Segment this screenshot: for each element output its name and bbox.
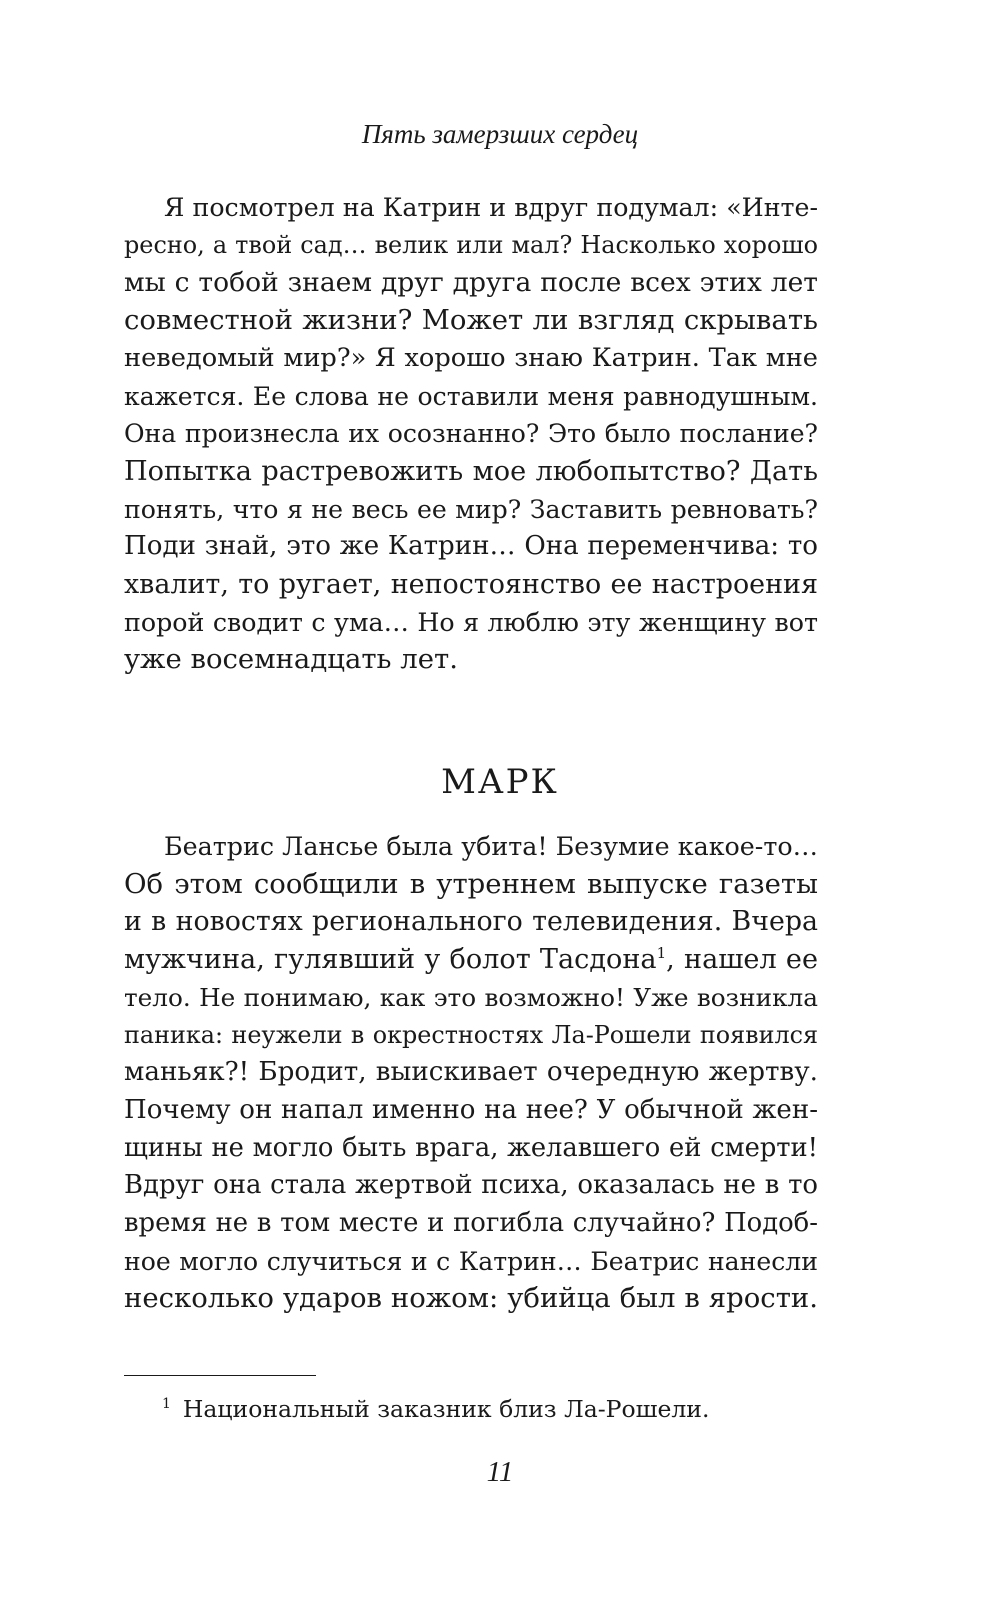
page-number: 11 (486, 1456, 514, 1488)
text-segment: мужчина, гулявший у болот Тасдона (124, 944, 657, 976)
text-line: тело. Не понимаю, как это возможно! Уже возникла (124, 982, 818, 1012)
text-line: паника: неужели в окрестностях Ла-Рошели появился (124, 1020, 818, 1049)
text-segment: , нашел ее (666, 944, 819, 976)
text-line: Она произнесла их осознанно? Это было послание? (124, 419, 818, 449)
text-line: Вдруг она стала жертвой психа, оказалась не в то (124, 1170, 818, 1201)
text-line: щины не могло быть врага, желавшего ей смерти! (124, 1132, 818, 1163)
text-line: понять, что я не весь ее мир? Заставить ревновать? (124, 494, 818, 524)
text-line: кажется. Ее слова не оставили меня равнодушным. (124, 381, 818, 411)
text-line: Поди знай, это же Катрин… Она переменчива: то (124, 531, 818, 562)
footnote (162, 1394, 709, 1424)
text-line: Беатрис Лансье была убита! Безумие какое-то… (164, 831, 818, 861)
footnote-divider (124, 1375, 316, 1376)
footnote-number: 1 (162, 1396, 171, 1413)
text-line: неведомый мир?» Я хорошо знаю Катрин. Так мне (124, 342, 818, 373)
text-line: хвалит, то ругает, непостоянство ее настроения (124, 569, 818, 601)
text-line: Об этом сообщили в утреннем выпуске газеты (124, 867, 818, 900)
chapter-title: МАРК (441, 762, 559, 802)
text-line: порой сводит с ума… Но я люблю эту женщину вот (124, 607, 818, 637)
text-line-with-footnote (124, 941, 818, 979)
text-line: время не в том месте и погибла случайно? Подоб- (124, 1208, 818, 1239)
text-line: мы с тобой знаем друг друга после всех этих лет (124, 267, 818, 299)
text-line: Попытка растревожить мое любопытство? Дать (124, 455, 818, 487)
text-line: Я посмотрел на Катрин и вдруг подумал: «Инте- (164, 193, 818, 222)
text-line: уже восемнадцать лет. (124, 643, 458, 676)
paragraph-2 (124, 828, 818, 1318)
footnote-text: Национальный заказник близ Ла-Рошели. (182, 1395, 710, 1423)
text-line: и в новостях регионального телевидения. Вчера (124, 906, 818, 938)
footnote-reference: 1 (656, 944, 667, 963)
paragraph-1 (124, 189, 818, 679)
text-line: Почему он напал именно на нее? У обычной жен- (124, 1094, 818, 1125)
text-line: ресно, а твой сад… велик или мал? Насколько хорошо (124, 230, 818, 259)
text-line: совместной жизни? Может ли взгляд скрывать (124, 304, 818, 337)
text-line: маньяк?! Бродит, выискивает очередную жертву. (124, 1057, 818, 1088)
text-line: несколько ударов ножом: убийца был в ярости. (124, 1282, 818, 1315)
running-head: Пять замерзших сердец (361, 119, 639, 149)
text-line: ное могло случиться и с Катрин… Беатрис нанесли (124, 1246, 818, 1276)
